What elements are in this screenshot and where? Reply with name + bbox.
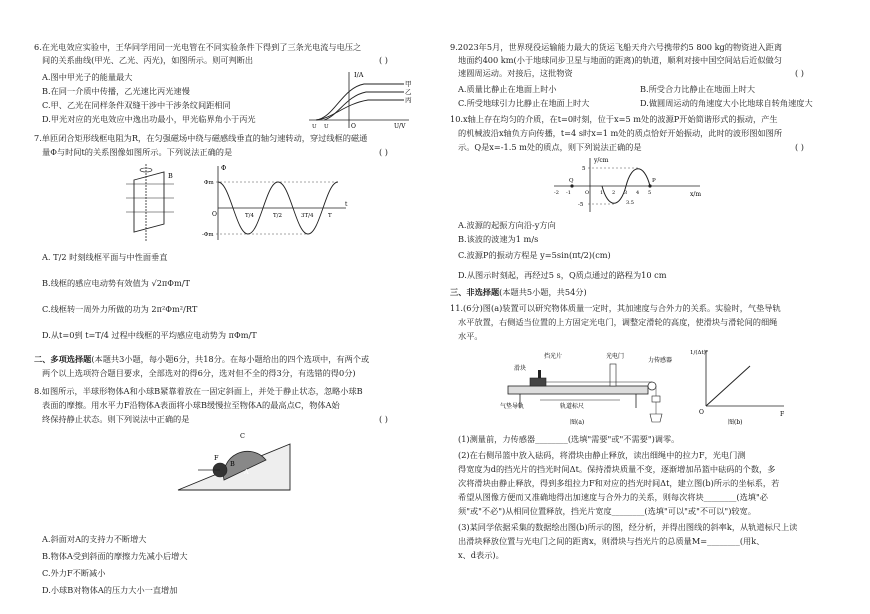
- q10-option-b: B.该波的波速为1 m/s: [458, 234, 539, 244]
- flux-time-graph: [202, 162, 352, 244]
- q11-part3-line3: x、d表示)。: [458, 550, 504, 560]
- fig7-t4-label: T/4: [245, 213, 255, 219]
- q8-option-b: B.物体A受到斜面的摩擦力先减小后增大: [42, 551, 188, 561]
- fig11a-shade-label: 挡光片: [544, 353, 563, 360]
- q10-option-d: D.从图示时刻起，再经过5 s，Q质点通过的路程为10 cm: [458, 270, 667, 280]
- q7-answer-paren: ( ): [379, 147, 388, 157]
- q6-option-c: C.甲、乙光在同样条件双缝干涉中干涉条纹间距相同: [42, 100, 231, 110]
- q6-option-b: B.在同一介质中传播，乙光速比丙光速慢: [42, 86, 190, 96]
- q8-answer-paren: ( ): [379, 414, 388, 424]
- air-track-figure: [500, 344, 680, 426]
- q11-stem-line2: 水平放置，右侧适当位置的上方固定光电门，调整定滑轮的高度，使滑块与滑轮间的细绳: [458, 317, 778, 327]
- fig6-uc-label-2: U: [324, 124, 329, 130]
- fig11a-sensor-label: 力传感器: [648, 357, 673, 364]
- fig7-phim-label: Φm: [204, 180, 214, 186]
- q9-option-d: D.做圆周运动的角速度大小比地球自转角速度大: [640, 98, 813, 108]
- fig10-p-label: P: [652, 178, 656, 184]
- section2-desc-line1: (本题共3小题，每小题6分，共18分。在每小题给出的四个选项中，有两个或: [91, 354, 370, 364]
- fig10-point-p: [648, 184, 651, 187]
- q6-option-a: A.图中甲光子的能量最大: [42, 72, 133, 82]
- inverse-time-square-graph: [690, 344, 790, 426]
- fig10-tick-y5: 5: [582, 166, 586, 172]
- fig11a-caption: 图(a): [570, 419, 585, 426]
- q8-option-d: D.小球B对物体A的压力大小一直增加: [42, 585, 178, 595]
- q11-part3-line1: (3)某同学依据采集的数据绘出图(b)所示的图，经分析，并得出图线的斜率k，从轨道标尺上读: [458, 522, 798, 532]
- fig10-x-label: x/m: [690, 191, 702, 198]
- q9-answer-paren: ( ): [795, 68, 804, 78]
- q9-stem-line2: 地面约400 km(小于地球同步卫星与地面的距离)的轨道，顺利对接中国空间站后近似做匀: [458, 55, 782, 65]
- q7-stem-line1: 7.单匝闭合矩形线框电阻为R，在匀强磁场中绕与磁感线垂直的轴匀速转动，穿过线框的磁通: [34, 133, 368, 143]
- fig7-time-axis-label: t: [345, 201, 348, 208]
- fig11b-line: [706, 366, 750, 406]
- fig11b-caption: 图(b): [728, 419, 743, 426]
- incline-hemisphere-figure: [174, 430, 294, 494]
- fig6-yi-label: 乙: [405, 88, 412, 96]
- q11-stem-line1: 11.(6分)图(a)装置可以研究物体质量一定时，其加速度与合外力的关系。实验时，气垫导轨: [450, 303, 781, 313]
- fig11a-basket: [650, 414, 662, 422]
- q10-stem-line3: 示。Q是x=-1.5 m处的质点，则下列说法正确的是: [458, 142, 642, 152]
- q11-part2-line5: 须"或"不必")从相同位置释放，挡光片宽度________(选填"可以"或"不可以")较宽。: [458, 506, 756, 516]
- fig7-phi-label: Φ: [221, 164, 227, 172]
- q7-option-d: D.从t=0到 t=T/4 过程中线框的平均感应电动势为 πΦm/T: [42, 330, 257, 340]
- q9-stem-line3: 速圆周运动。对接后，这批物资: [458, 68, 573, 78]
- section2-desc-line2: 两个以上选项符合题目要求，全部选对的得6分，选对但不全的得3分，有选错的得0分): [42, 368, 356, 378]
- fig7-neg-phim-label: -Φm: [202, 232, 214, 238]
- fig10-tick-xm1: -1: [566, 190, 571, 196]
- fig8-f-label: F: [214, 454, 219, 462]
- fig6-u-label: U/V: [394, 123, 406, 130]
- fig11a-pulley: [648, 382, 656, 390]
- fig11a-ruler-label: 轨道标尺: [560, 403, 585, 410]
- wave-figure: [550, 154, 710, 216]
- q7-option-c: C.线框转一周外力所做的功为 2π²Φm²/RT: [42, 304, 198, 314]
- fig10-q-label: Q: [569, 178, 574, 184]
- q9-option-c: C.所受地球引力比静止在地面上时大: [458, 98, 590, 108]
- q9-stem-line1: 9.2023年5月，世界现役运输能力最大的货运飞船天舟六号携带约5 800 kg的物资进入距离: [450, 42, 783, 52]
- q10-answer-paren: ( ): [795, 142, 804, 152]
- fig11a-air-track: [508, 386, 648, 394]
- section3-desc: (本题共5小题，共54分): [499, 287, 587, 297]
- section2-title: 二、多项选择题: [34, 354, 92, 364]
- photocurrent-voltage-figure: [304, 68, 414, 130]
- fig11b-origin-label: O: [699, 409, 704, 416]
- fig7-t-label: T: [328, 213, 332, 219]
- q8-option-c: C.外力F不断减小: [42, 568, 106, 578]
- section3-heading: [450, 287, 587, 298]
- q11-part2-line4: 希望从图像方便而又准确地得出加速度与合外力的关系，则每次将块________(选填"必: [458, 492, 768, 502]
- fig8-c-label: C: [240, 432, 245, 440]
- fig11a-gate-label: 光电门: [606, 353, 625, 360]
- fig6-i-label: I/A: [354, 71, 364, 79]
- rotating-coil-figure: [124, 162, 184, 244]
- fig10-tick-x5: 5: [648, 190, 652, 196]
- fig10-tick-ym5: -5: [578, 202, 584, 208]
- fig10-origin-label: O: [585, 190, 590, 196]
- q9-option-a: A.质量比静止在地面上时小: [458, 84, 557, 94]
- q7-stem-line2: 量Φ与时间t的关系图像如图所示。下列说法正确的是: [42, 147, 233, 157]
- fig11a-force-sensor: [652, 396, 660, 402]
- fig10-y-label: y/cm: [594, 157, 609, 164]
- fig11a-shade-plate: [538, 370, 541, 378]
- fig10-tick-x1: 1: [600, 190, 604, 196]
- fig10-tick-x2: 2: [612, 190, 616, 196]
- q11-part3-line2: 出滑块释放位置与光电门之间的距离x，则滑块与挡光片的总质量M=________(用k、: [458, 536, 765, 546]
- fig6-jia-label: 甲: [405, 80, 412, 88]
- fig8-a-label: A: [244, 468, 249, 476]
- fig11b-x-label: F: [780, 411, 785, 418]
- fig10-point-q: [570, 184, 573, 187]
- q7-option-b: B.线框的感应电动势有效值为 √2πΦm/T: [42, 278, 190, 288]
- fig7-origin-label: O: [212, 211, 217, 218]
- q10-option-c: C.波源P的振动方程是 y=5sin(πt/2)(cm): [458, 250, 611, 260]
- q8-stem-line2: 表面的摩擦。用水平力F沿物体A表面将小球B缓慢拉至物体A的最高点C，物体A始: [42, 400, 340, 410]
- q6-answer-paren: ( ): [379, 55, 388, 65]
- section2-heading: [34, 354, 369, 365]
- fig7-t2-label: T/2: [273, 213, 283, 219]
- fig10-tick-x35: 3.5: [626, 200, 634, 206]
- q6-option-d: D.甲光对应的光电效应中逸出功最小，甲光临界角小于丙光: [42, 114, 256, 124]
- fig11a-slider-label: 滑块: [514, 365, 527, 372]
- q6-stem-line1: 6.在光电效应实验中，王华同学用同一光电管在不同实验条件下得到了三条光电流与电压之: [34, 42, 362, 52]
- fig11a-rail-label: 气垫导轨: [500, 403, 525, 410]
- q10-stem-line2: 的机械波沿x轴负方向传播，t=4 s时x=1 m处的质点恰好开始振动，此时的波形图如图所: [458, 128, 783, 138]
- fig10-tick-xm2: -2: [554, 190, 559, 196]
- fig10-tick-x4: 4: [636, 190, 640, 196]
- section3-title: 三、非选择题: [450, 287, 500, 297]
- q10-stem-line1: 10.x轴上存在均匀的介质，在t=0时刻，位于x=5 m处的波源P开始简谐形式的振动，产生: [450, 114, 778, 124]
- fig10-tick-x3: 3: [624, 190, 628, 196]
- fig8-b-label: B: [230, 460, 235, 468]
- q6-stem-line2: 间的关系曲线(甲光、乙光、丙光)，如图所示。则可判断出: [42, 55, 254, 65]
- q8-option-a: A.斜面对A的支持力不断增大: [42, 534, 147, 544]
- fig7-t34-label: 3T/4: [301, 213, 314, 219]
- q11-part2-line2: 得宽度为d的挡光片的挡光时间Δt。保持滑块质量不变，逐渐增加吊篮中砝码的个数，多: [458, 464, 776, 474]
- fig6-uc-label-1: U: [312, 124, 317, 130]
- q8-stem-line1: 8.如图所示，半球形物体A和小球B紧靠着放在一固定斜面上，并处于静止状态，忽略小球B: [34, 386, 363, 396]
- fig7-coil: [134, 172, 164, 232]
- q11-part2-line1: (2)在右侧吊篮中放入砝码，将滑块由静止释放，读出细绳中的拉力F，光电门测: [458, 450, 746, 460]
- fig6-bing-label: 丙: [405, 96, 412, 104]
- q8-stem-line3: 终保持静止状态。则下列说法中正确的是: [42, 414, 190, 424]
- fig11b-y-label: 1/(Δt)²: [690, 350, 709, 356]
- fig7-b-label: B: [168, 172, 173, 180]
- q11-part2-line3: 次将滑块由静止释放，得到多组拉力F和对应的挡光时间Δt，建立图(b)所示的坐标系，若: [458, 478, 780, 488]
- q9-option-b: B.所受合力比静止在地面上时大: [640, 84, 756, 94]
- fig6-origin-label: O: [351, 123, 356, 130]
- fig11a-slider: [530, 378, 546, 386]
- q11-part1: (1)测量前，力传感器________(选填"需要"或"不需要")调零。: [458, 434, 680, 444]
- q10-option-a: A.波源的起振方向沿-y方向: [458, 220, 556, 230]
- fig11a-photogate: [610, 364, 616, 386]
- q7-option-a: A. T/2 时刻线框平面与中性面垂直: [42, 252, 168, 262]
- q11-stem-line3: 水平。: [458, 331, 483, 341]
